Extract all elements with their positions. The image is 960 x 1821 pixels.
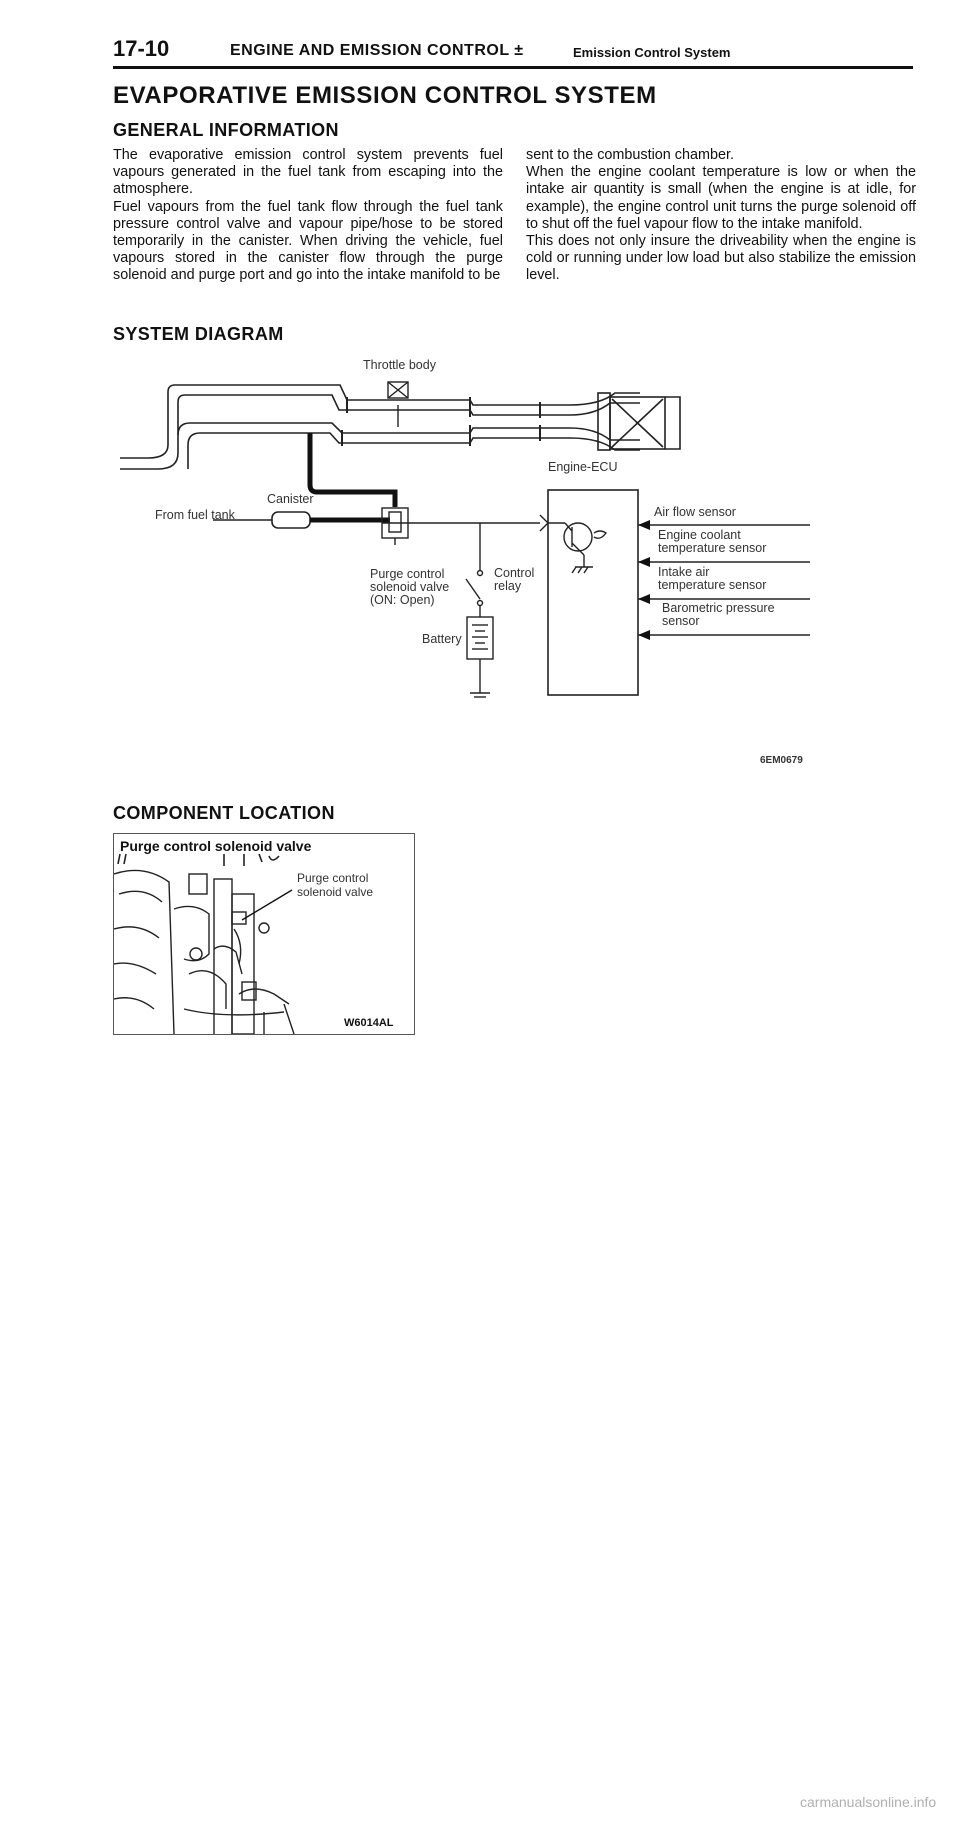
- intake-pipe: [120, 385, 640, 469]
- header-rule: [113, 66, 913, 69]
- throttle-body-label: Throttle body: [363, 358, 436, 372]
- paragraph: This does not only insure the driveability when the engine is cold or running under low load but also stabilize the emission level.: [526, 233, 916, 284]
- ecu-transistor: [540, 515, 606, 573]
- system-diagram: [120, 345, 880, 775]
- air-flow-sensor-label: Air flow sensor: [654, 505, 736, 519]
- page-title: EVAPORATIVE EMISSION CONTROL SYSTEM: [113, 82, 657, 109]
- component-location-heading: COMPONENT LOCATION: [113, 803, 335, 823]
- subsection-title: Emission Control System: [573, 45, 731, 60]
- intake-air-sensor-label-2: temperature sensor: [658, 578, 767, 592]
- paragraph: When the engine coolant temperature is low or when the intake air quantity is small (when the engine is at idle, for example), the engine control unit turns the purge solenoid off to shut off the fuel vapour flow to the intake manifold.: [526, 164, 916, 232]
- canister: [272, 512, 310, 528]
- purge-valve-label-3: (ON: Open): [370, 593, 435, 607]
- throttle-body: [388, 382, 408, 427]
- sensor-arrows: [638, 520, 650, 640]
- intake-air-sensor-label-1: Intake air: [658, 565, 710, 579]
- section-title: ENGINE AND EMISSION CONTROL ±: [230, 42, 524, 59]
- canister-label: Canister: [267, 492, 314, 506]
- purge-valve-label-2: solenoid valve: [370, 580, 450, 594]
- air-cleaner: [598, 393, 680, 450]
- general-text-left: [113, 147, 503, 285]
- paragraph: The evaporative emission control system prevents fuel vapours generated in the fuel tank from escaping into the atmosphere.: [113, 147, 503, 198]
- system-diagram-heading: SYSTEM DIAGRAM: [113, 324, 284, 344]
- purge-valve-label-1: Purge control: [370, 567, 445, 581]
- general-information-heading: GENERAL INFORMATION: [113, 120, 339, 140]
- control-relay-label-1: Control: [494, 566, 535, 580]
- purge-control-solenoid-valve: [382, 508, 408, 545]
- callout-label-2: solenoid valve: [297, 885, 374, 899]
- barometric-sensor-label-2: sensor: [662, 614, 700, 628]
- callout-label-1: Purge control: [297, 871, 369, 885]
- control-relay: [466, 523, 483, 617]
- diagram-figure-code: 6EM0679: [760, 755, 803, 766]
- footer-watermark: carmanualsonline.info: [800, 1794, 937, 1810]
- engine-ecu-label: Engine-ECU: [548, 460, 618, 474]
- barometric-sensor-label-1: Barometric pressure: [662, 601, 775, 615]
- coolant-sensor-label-2: temperature sensor: [658, 541, 767, 555]
- battery-label: Battery: [422, 632, 462, 646]
- general-text-right: [526, 147, 916, 285]
- page-number: 17-10: [113, 36, 170, 61]
- coolant-sensor-label-1: Engine coolant: [658, 528, 741, 542]
- engine-ecu-box: [548, 490, 638, 695]
- battery-symbol: [467, 617, 493, 697]
- component-figure-code: W6014AL: [344, 1017, 394, 1029]
- engine-bay-illustration: [114, 834, 414, 1034]
- paragraph: sent to the combustion chamber.: [526, 147, 734, 163]
- figure-title: Purge control solenoid valve: [120, 838, 312, 854]
- component-location-figure: [113, 833, 415, 1035]
- purge-hose: [310, 433, 395, 507]
- paragraph: Fuel vapours from the fuel tank flow through the fuel tank pressure control valve and vapour pipe/hose to be stored temporarily in the canister. When driving the vehicle, fuel vapours stored in the canister flow through the purge solenoid and purge port and go into the intake manifold to be: [113, 198, 503, 284]
- from-fuel-tank-label: From fuel tank: [155, 508, 235, 522]
- control-relay-label-2: relay: [494, 579, 522, 593]
